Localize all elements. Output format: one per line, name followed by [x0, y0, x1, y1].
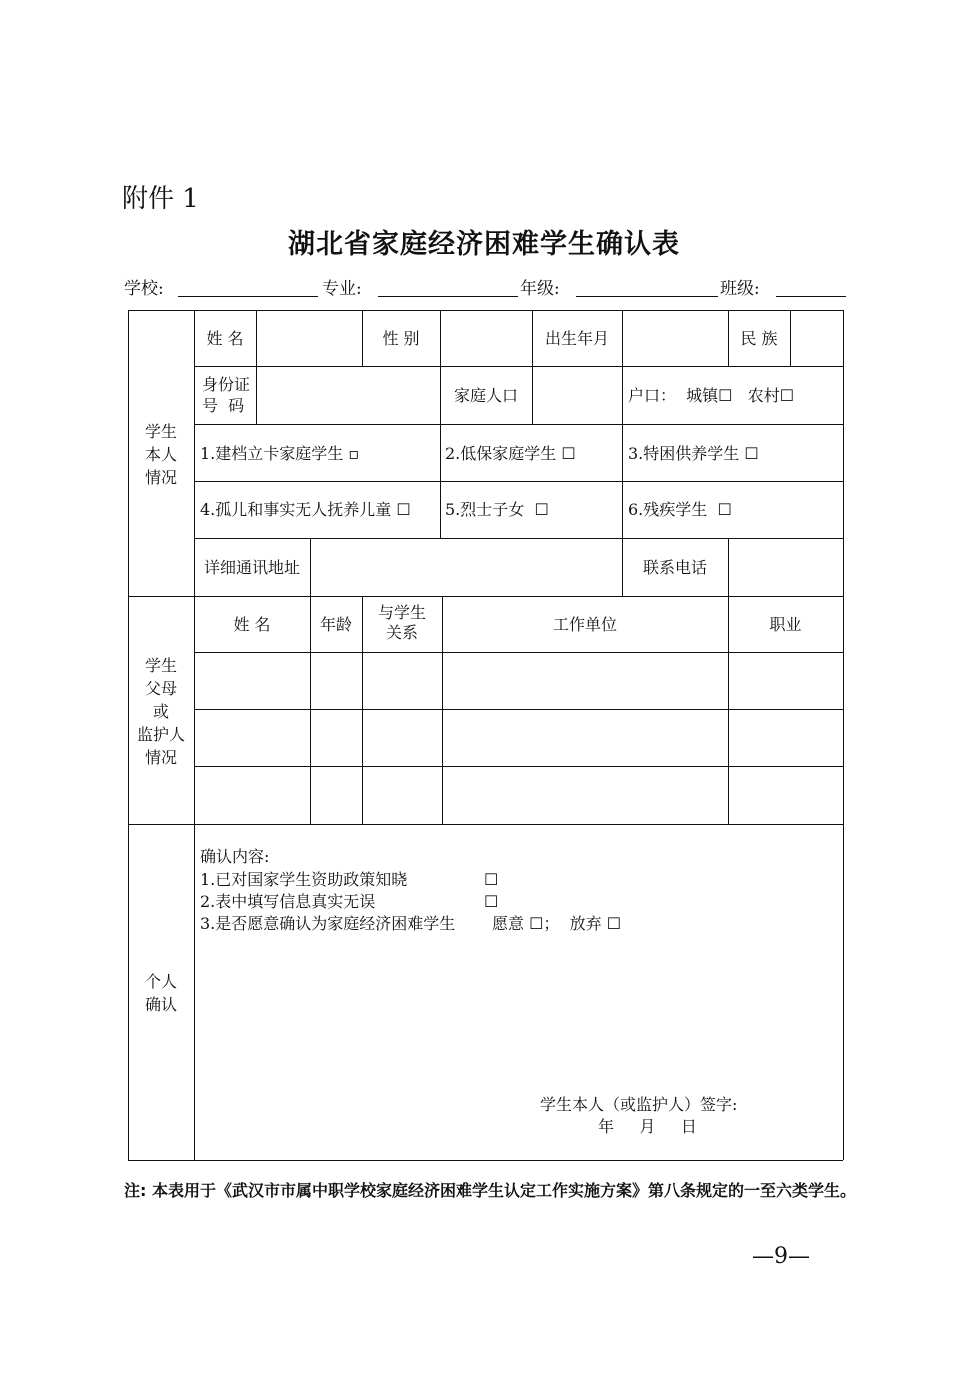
date-label: 年 月 日 [598, 1117, 697, 1136]
parent-header-age: 年龄 [319, 615, 352, 634]
label-address: 详细通讯地址 [204, 558, 301, 577]
label-household-size: 家庭人口 [454, 386, 519, 405]
field-ethnicity[interactable] [794, 316, 840, 362]
hukou-options[interactable]: 户口： 城镇☐ 农村☐ [628, 386, 795, 405]
school-line[interactable] [178, 296, 318, 297]
label-name: 姓 名 [206, 329, 244, 348]
attachment-label: 附件 1 [122, 184, 199, 214]
major-label: 专业: [322, 279, 362, 299]
school-label: 学校: [124, 279, 164, 299]
label-birth: 出生年月 [544, 329, 609, 348]
class-line[interactable] [776, 296, 846, 297]
section-confirm: 个人 确认 [144, 972, 177, 1014]
category-5[interactable]: 5.烈士子女 ☐ [445, 500, 549, 519]
confirm-item-3: 3.是否愿意确认为家庭经济困难学生 [200, 914, 456, 933]
field-address[interactable] [314, 544, 618, 592]
parent-row-2[interactable] [198, 713, 838, 762]
category-4[interactable]: 4.孤儿和事实无人抚养儿童 ☐ [200, 500, 411, 519]
category-3[interactable]: 3.特困供养学生 ☐ [628, 444, 759, 463]
section-student: 学生 本人 情况 [144, 422, 177, 487]
field-gender[interactable] [444, 316, 528, 362]
confirm-item-1-checkbox[interactable]: ☐ [484, 870, 499, 889]
parent-row-1[interactable] [198, 656, 838, 705]
parent-header-relation: 与学生 关系 [377, 603, 426, 642]
signature-label: 学生本人（或监护人）签字: [540, 1095, 738, 1114]
category-6[interactable]: 6.残疾学生 ☐ [628, 500, 732, 519]
confirm-item-2-checkbox[interactable]: ☐ [484, 892, 499, 911]
label-gender: 性 别 [382, 329, 420, 348]
field-birth[interactable] [626, 316, 724, 362]
confirm-item-1: 1.已对国家学生资助政策知晓 [200, 870, 408, 889]
parent-header-work: 工作单位 [552, 615, 617, 634]
label-ethnicity: 民 族 [740, 329, 778, 348]
field-household-size[interactable] [536, 372, 618, 420]
label-id-number: 身份证 号 码 [202, 375, 251, 415]
label-phone: 联系电话 [642, 558, 707, 577]
field-name[interactable] [260, 316, 358, 362]
section-parents: 学生 父母 或 监护人 情况 [136, 656, 185, 767]
parent-header-name: 姓 名 [233, 615, 271, 634]
willing-options[interactable]: 愿意 ☐； 放弃 ☐ [492, 914, 622, 933]
form-title: 湖北省家庭经济困难学生确认表 [288, 229, 680, 260]
parent-row-3[interactable] [198, 770, 838, 820]
category-2[interactable]: 2.低保家庭学生 ☐ [445, 444, 576, 463]
parent-header-occupation: 职业 [769, 615, 802, 634]
page-number: —9— [752, 1244, 810, 1269]
class-label: 班级: [720, 279, 760, 299]
category-1[interactable]: 1.建档立卡家庭学生 ▫ [200, 444, 360, 463]
grade-line[interactable] [576, 296, 718, 297]
field-id-number[interactable] [260, 372, 436, 420]
grade-label: 年级: [520, 279, 560, 299]
confirm-heading: 确认内容: [200, 847, 270, 866]
footnote: 注: 本表用于《武汉市市属中职学校家庭经济困难学生认定工作实施方案》第八条规定的一至六类学生。 [124, 1181, 856, 1200]
confirm-item-2: 2.表中填写信息真实无误 [200, 892, 376, 911]
major-line[interactable] [378, 296, 518, 297]
field-phone[interactable] [732, 544, 840, 592]
